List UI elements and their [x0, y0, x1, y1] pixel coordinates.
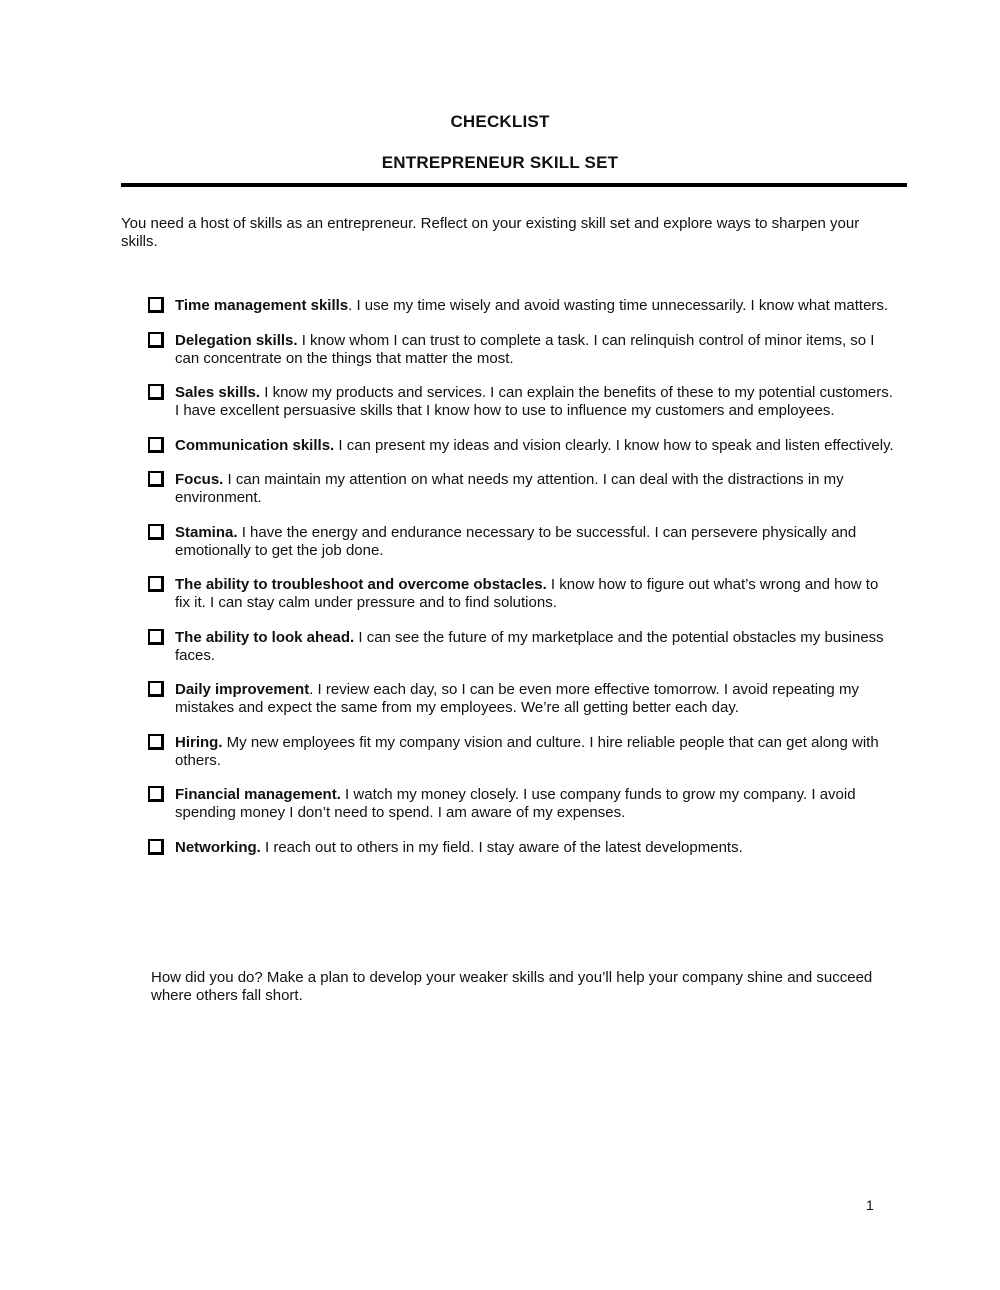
item-title: Focus.	[175, 471, 224, 488]
item-title: The ability to troubleshoot and overcome obstacles.	[175, 576, 547, 593]
checklist-item	[147, 437, 897, 455]
checklist-item	[147, 576, 897, 612]
closing-paragraph: How did you do? Make a plan to develop your weaker skills and you’ll help your company shine and succeed where others fall short.	[151, 969, 873, 1004]
item-text: I reach out to others in my field. I stay aware of the latest developments.	[260, 838, 743, 856]
item-text: . I use my time wisely and avoid wasting time unnecessarily. I know what matters.	[348, 297, 889, 314]
checkbox-icon[interactable]	[148, 332, 164, 348]
item-title: Daily improvement	[175, 681, 310, 698]
checklist-item	[147, 629, 897, 665]
item-title: Hiring.	[175, 733, 223, 751]
document-title: CHECKLIST	[450, 112, 550, 131]
checkbox-icon[interactable]	[148, 384, 164, 400]
item-text: I have the energy and endurance necessary to be successful. I can persevere physically and emotionally to get the job done.	[175, 523, 857, 559]
checklist-item	[147, 786, 897, 822]
checkbox-icon[interactable]	[148, 734, 164, 750]
header-divider	[121, 183, 907, 187]
checklist-item	[147, 839, 897, 857]
intro-paragraph: You need a host of skills as an entrepreneur. Reflect on your existing skill set and explore ways to sharpen your skills.	[121, 215, 860, 250]
item-text: I watch my money closely. I use company funds to grow my company. I avoid spending money I don’t need to spend. I am aware of my expenses.	[175, 786, 856, 821]
item-title: Sales skills.	[175, 384, 261, 401]
checklist-item	[147, 471, 897, 507]
page-number: 1	[866, 1197, 874, 1213]
item-text: I can maintain my attention on what needs my attention. I can deal with the distractions in my environment.	[175, 471, 844, 506]
checkbox-icon[interactable]	[148, 576, 164, 592]
skill-checklist	[147, 297, 897, 873]
item-title: The ability to look ahead.	[175, 628, 355, 646]
checkbox-icon[interactable]	[148, 297, 164, 313]
item-title: Time management skills	[175, 297, 349, 314]
item-text: I know how to figure out what’s wrong and how to fix it. I can stay calm under pressure and to find solutions.	[175, 576, 879, 611]
checklist-item	[147, 734, 897, 770]
checklist-item	[147, 681, 897, 717]
checklist-item	[147, 297, 897, 315]
item-text: My new employees fit my company vision and culture. I hire reliable people that can get along with others.	[175, 733, 879, 769]
checkbox-icon[interactable]	[148, 786, 164, 802]
item-text: I know whom I can trust to complete a task. I can relinquish control of minor items, so I can concentrate on the things that matter the most.	[175, 331, 875, 367]
checklist-item	[147, 524, 897, 560]
checklist-item	[147, 332, 897, 368]
item-title: Stamina.	[175, 523, 238, 541]
checkbox-icon[interactable]	[148, 437, 164, 453]
item-title: Networking.	[175, 838, 261, 856]
item-text: I know my products and services. I can explain the benefits of these to my potential customers. I have excellent persuasive skills that I know how to use to influence my customers and employees.	[175, 384, 893, 419]
checkbox-icon[interactable]	[148, 681, 164, 697]
item-text: I can present my ideas and vision clearly. I know how to speak and listen effectively.	[334, 436, 894, 454]
item-text: I can see the future of my marketplace and the potential obstacles my business faces.	[175, 628, 884, 664]
checkbox-icon[interactable]	[148, 839, 164, 855]
checkbox-icon[interactable]	[148, 629, 164, 645]
item-title: Communication skills.	[175, 436, 335, 454]
checkbox-icon[interactable]	[148, 524, 164, 540]
item-title: Delegation skills.	[175, 331, 298, 349]
checkbox-icon[interactable]	[148, 471, 164, 487]
document-subtitle: ENTREPRENEUR SKILL SET	[381, 153, 619, 172]
item-text: . I review each day, so I can be even more effective tomorrow. I avoid repeating my mistakes and expect the same from my employees. We’re all getting better each day.	[175, 681, 859, 716]
item-title: Financial management.	[175, 786, 341, 803]
checklist-item	[147, 384, 897, 420]
